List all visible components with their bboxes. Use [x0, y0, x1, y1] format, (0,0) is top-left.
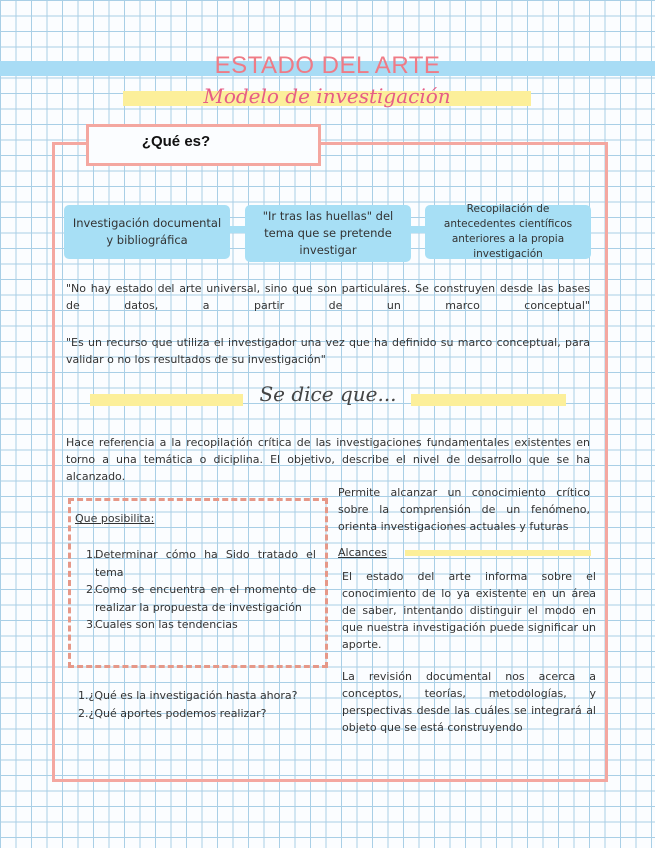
list-item-number: 1. [86, 548, 97, 561]
alcances-paragraph-2: La revisión documental nos acerca a conceptos, teorías, metodologías, y perspectivas desde las cuáles se integrará al objeto que se está construyendo [342, 670, 596, 735]
list-item-text: Cuales son las tendencias [95, 618, 238, 632]
posibilita-heading: Que posibilita: [75, 512, 155, 525]
hace-referencia-text: Hace referencia a la recopilación crítica de las investigaciones fundamentales existentes en torno a una temática o diciplina. El objetivo, describe el nivel de desarrollo que se ha [66, 436, 590, 467]
definition-box-huellas: "Ir tras las huellas" del tema que se pretende investigar [245, 205, 411, 262]
alcances-heading: Alcances [338, 546, 387, 559]
list-item [86, 546, 316, 581]
se-dice-band-right [411, 394, 566, 406]
page-subtitle: Modelo de investigación [203, 84, 451, 108]
list-item [86, 581, 316, 616]
box-connector [410, 226, 426, 233]
permite-paragraph: Permite alcanzar un conocimiento crítico sobre la comprensión de un fenómeno, orienta investigaciones actuales y futuras [338, 486, 590, 534]
list-item [86, 616, 316, 634]
alcances-highlight-band [405, 550, 591, 556]
alcances-paragraph-1: El estado del arte informa sobre el conocimiento de lo ya existente en un área de saber, intentando distinguir el modo en que nuestra investigación puede significar un aporte. [342, 570, 596, 652]
list-item-text: Determinar cómo ha Sido tratado el tema [95, 548, 316, 579]
questions-list [78, 687, 328, 722]
list-item-number: 3. [86, 618, 97, 632]
que-es-heading: ¿Qué es? [141, 133, 211, 150]
definition-box-recopilacion: Recopilación de antecedentes científicos anteriores a la propia investigación [425, 205, 591, 259]
list-item-number: 2. [86, 583, 97, 597]
posibilita-list [86, 546, 316, 634]
list-item-text: Como se encuentra en el momento de realizar la propuesta de investigación [95, 583, 316, 614]
hace-referencia-last-line: alcanzado. [66, 470, 126, 484]
question-item: 2.¿Qué aportes podemos realizar? [78, 706, 267, 720]
se-dice-heading: Se dice que... [259, 382, 397, 406]
question-item: 1.¿Qué es la investigación hasta ahora? [78, 689, 298, 702]
definition-box-documental: Investigación documental y bibliográfica [64, 205, 230, 259]
se-dice-band-left [90, 394, 243, 406]
page-title: ESTADO DEL ARTE [214, 52, 441, 79]
hace-referencia-paragraph [66, 434, 590, 485]
quote-estado-del-arte: "No hay estado del arte universal, sino que son particulares. Se construyen desde las bases de datos, a partir de un marco conceptual" [66, 282, 590, 313]
quote-recurso: "Es un recurso que utiliza el investigador una vez que ha definido su marco conceptual, para validar o no los resultados de su investigación" [66, 336, 590, 367]
box-connector [229, 226, 246, 233]
